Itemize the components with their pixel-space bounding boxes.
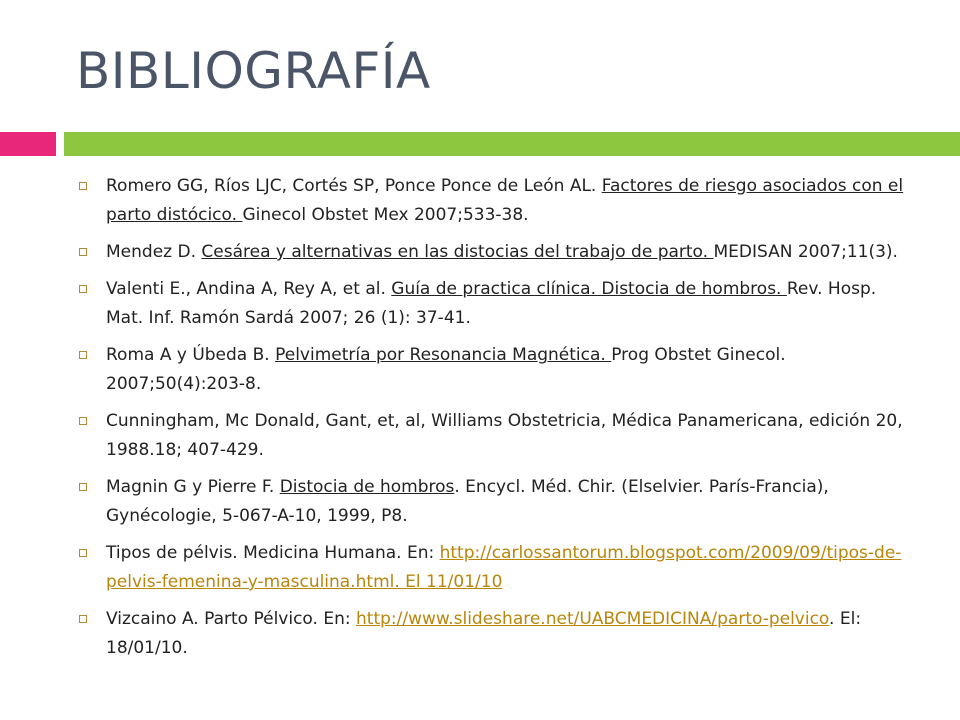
reference-source: . El: 18/01/10. — [106, 609, 862, 658]
reference-title: Pelvimetría por Resonancia Magnética. — [275, 345, 612, 365]
reference-link[interactable]: http://www.slideshare.net/UABCMEDICINA/parto-pelvico — [356, 609, 830, 629]
reference-text: Magnin G y Pierre F. — [106, 477, 280, 497]
square-bullet-icon — [79, 351, 87, 359]
reference-item-4 — [76, 341, 916, 399]
reference-item-1 — [76, 172, 916, 230]
square-bullet-icon — [79, 182, 87, 190]
accent-bar-green — [64, 132, 960, 156]
reference-text: Cunningham, Mc Donald, Gant, et, al, Williams Obstetricia, Médica Panamericana, edición 20, 1988.18; 407-429. — [106, 411, 903, 460]
reference-item-6 — [76, 473, 916, 531]
reference-source: Prog Obstet Ginecol. 2007;50(4):203-8. — [106, 345, 786, 394]
square-bullet-icon — [79, 248, 87, 256]
square-bullet-icon — [79, 417, 87, 425]
reference-source: Rev. Hosp. Mat. Inf. Ramón Sardá 2007; 26 (1): 37-41. — [106, 279, 877, 328]
reference-title: Guía de practica clínica. Distocia de hombros. — [391, 279, 787, 299]
reference-text: Vizcaino A. Parto Pélvico. En: — [106, 609, 356, 629]
reference-title: Factores de riesgo asociados con el parto distócico. — [106, 176, 904, 225]
reference-text: Roma A y Úbeda B. — [106, 345, 276, 365]
accent-bar-pink — [0, 132, 56, 156]
reference-list — [76, 172, 916, 671]
reference-text: Romero GG, Ríos LJC, Cortés SP, Ponce Ponce de León AL. — [106, 176, 602, 196]
reference-text: Tipos de pélvis. Medicina Humana. En: — [106, 543, 440, 563]
reference-item-7 — [76, 539, 916, 597]
reference-source: MEDISAN 2007;11(3). — [713, 242, 898, 262]
square-bullet-icon — [79, 285, 87, 293]
reference-text: Mendez D. — [106, 242, 202, 262]
slide-title: BIBLIOGRAFÍA — [76, 42, 431, 100]
reference-source: . Encycl. Méd. Chir. (Elselvier. París-Francia), Gynécologie, 5-067-A-10, 1999, P8. — [106, 477, 829, 526]
reference-text: Valenti E., Andina A, Rey A, et al. — [106, 279, 392, 299]
square-bullet-icon — [79, 615, 87, 623]
reference-link[interactable]: http://carlossantorum.blogspot.com/2009/09/tipos-de-pelvis-femenina-y-masculina.html. El 11/01/10 — [106, 543, 902, 592]
reference-item-8 — [76, 605, 916, 663]
reference-item-3 — [76, 275, 916, 333]
reference-source: Ginecol Obstet Mex 2007;533-38. — [242, 205, 529, 225]
square-bullet-icon — [79, 549, 87, 557]
reference-title: Cesárea y alternativas en las distocias del trabajo de parto. — [201, 242, 714, 262]
square-bullet-icon — [79, 483, 87, 491]
reference-title: Distocia de hombros — [279, 477, 455, 497]
reference-item-2 — [76, 238, 916, 267]
reference-item-5 — [76, 407, 916, 465]
